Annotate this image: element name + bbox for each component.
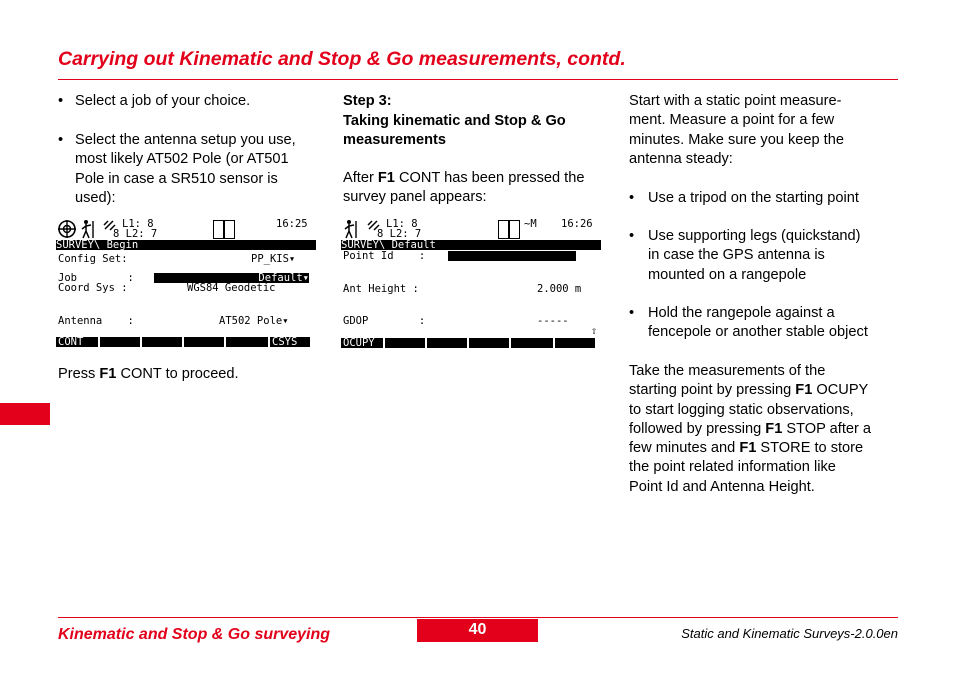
ant-height-value[interactable]: 2.000 m: [537, 283, 582, 295]
screen-title-bar: SURVEY\ Default: [341, 240, 601, 250]
page-title: Carrying out Kinematic and Stop & Go measurements, contd.: [58, 48, 626, 70]
f1-key: F1: [765, 420, 783, 437]
l2-satellite-count: 8 L2: 7: [377, 228, 422, 240]
bullet-dot: •: [629, 190, 635, 206]
bullet-tripod: [629, 189, 899, 209]
outro-line: Take the measurements of the: [629, 363, 826, 379]
outro-line: Point Id and Antenna Height.: [629, 478, 815, 495]
bullet-text: Select a job of your choice.: [75, 93, 251, 109]
step-heading-line1: Taking kinematic and Stop & Go: [343, 113, 566, 129]
bullet-line: Use a tripod on the starting point: [648, 190, 859, 206]
intro-line: ment. Measure a point for a few: [629, 112, 835, 129]
memory-icon: [509, 220, 520, 239]
softkey-f2[interactable]: [100, 337, 140, 347]
footer-doc-title: Static and Kinematic Surveys-2.0.0en: [681, 626, 898, 641]
clock-time: 16:25: [276, 218, 308, 230]
point-id-input[interactable]: [448, 251, 576, 261]
press-instruction: [58, 365, 239, 384]
outro-line: the point related information like: [629, 459, 836, 476]
bullet-rangepole: [629, 304, 899, 344]
antenna-value[interactable]: AT502 Pole▾: [219, 315, 289, 327]
outro-line: followed by pressing F1 STOP after a: [629, 420, 872, 437]
bullet-line: Hold the rangepole against a: [648, 305, 835, 321]
bullet-line: most likely AT502 Pole (or AT501: [75, 151, 289, 168]
softkey-f3[interactable]: [142, 337, 182, 347]
lcd-screen-survey: [341, 216, 603, 350]
screen-title-bar: SURVEY\ Begin: [56, 240, 316, 250]
memory-icon: [498, 220, 509, 239]
bullet-supporting-legs: [629, 227, 899, 287]
config-set-value[interactable]: PP_KIS▾: [251, 253, 296, 265]
press-prefix: Press: [58, 366, 100, 382]
bullet-select-job: [58, 92, 328, 112]
softkey-f3[interactable]: [427, 338, 467, 348]
bullet-line: used):: [75, 189, 116, 206]
f1-key: F1: [739, 440, 757, 457]
intro-line: minutes. Make sure you keep the: [629, 131, 844, 148]
outro-paragraph: [629, 362, 871, 497]
gdop-label: GDOP :: [343, 315, 426, 327]
after-rest: CONT has been pressed the: [394, 170, 585, 186]
memory-icon: [213, 220, 224, 239]
after-prefix: After: [343, 170, 378, 186]
ant-height-label: Ant Height :: [343, 283, 419, 295]
coord-sys-value[interactable]: WGS84 Geodetic: [187, 282, 276, 294]
bullet-dot: •: [58, 132, 64, 148]
bullet-line: fencepole or another stable object: [648, 324, 868, 341]
softkey-cont[interactable]: CONT: [56, 337, 98, 347]
clock-time: 16:26: [561, 218, 593, 230]
l1-satellite-count: L1: 8: [122, 218, 154, 230]
softkey-bar: [341, 338, 601, 348]
target-icon: [57, 219, 77, 239]
surveyor-icon: [343, 219, 361, 239]
softkey-f6[interactable]: [555, 338, 595, 348]
surveyor-icon: [80, 219, 98, 239]
softkey-bar: [56, 337, 316, 347]
bullet-dot: •: [629, 305, 635, 321]
softkey-f4[interactable]: [184, 337, 224, 347]
step-heading-line2: measurements: [343, 132, 447, 148]
job-value[interactable]: Default▾: [154, 273, 309, 283]
outro-line: few minutes and F1 STORE to store: [629, 440, 864, 457]
l1-satellite-count: L1: 8: [386, 218, 418, 230]
after-line1: [343, 169, 584, 188]
intro-line: antenna steady:: [629, 150, 733, 167]
softkey-ocupy[interactable]: OCUPY: [341, 338, 383, 348]
bullet-line: in case the GPS antenna is: [648, 247, 825, 264]
l2-satellite-count: 8 L2: 7: [113, 228, 158, 240]
coord-sys-label: Coord Sys :: [58, 282, 128, 294]
lcd-screen-begin: [56, 216, 318, 350]
mode-indicator: ~M: [524, 218, 537, 230]
point-id-label: Point Id :: [343, 250, 426, 262]
softkey-f4[interactable]: [469, 338, 509, 348]
footer-section-title: Kinematic and Stop & Go surveying: [58, 626, 331, 643]
softkey-f5[interactable]: [511, 338, 553, 348]
bullet-dot: •: [629, 228, 635, 244]
press-suffix: CONT to proceed.: [116, 366, 239, 382]
page-number: 40: [417, 619, 538, 642]
scroll-up-icon[interactable]: ⇧: [591, 325, 598, 337]
config-set-label: Config Set:: [58, 253, 128, 265]
softkey-csys[interactable]: CSYS: [270, 337, 310, 347]
side-tab-marker: [0, 403, 50, 425]
outro-line: to start logging static observations,: [629, 401, 854, 418]
footer-rule: [58, 617, 898, 618]
outro-line: starting point by pressing F1 OCUPY: [629, 382, 869, 399]
bullet-line: Select the antenna setup you use,: [75, 132, 296, 148]
after-line2: survey panel appears:: [343, 189, 487, 205]
bullet-dot: •: [58, 93, 64, 109]
intro-paragraph: [629, 92, 844, 169]
bullet-line: Pole in case a SR510 sensor is: [75, 170, 278, 187]
step-label: Step 3:: [343, 93, 392, 109]
intro-line: Start with a static point measure-: [629, 93, 842, 109]
bullet-line: Use supporting legs (quickstand): [648, 228, 861, 244]
f1-key: F1: [377, 170, 395, 186]
gdop-value: -----: [537, 315, 569, 327]
softkey-f2[interactable]: [385, 338, 425, 348]
memory-icon: [224, 220, 235, 239]
antenna-label: Antenna :: [58, 315, 134, 327]
header-rule: [58, 79, 898, 80]
f1-key: F1: [795, 382, 813, 399]
bullet-line: mounted on a rangepole: [648, 266, 807, 283]
f1-key: F1: [99, 366, 117, 382]
softkey-f5[interactable]: [226, 337, 268, 347]
job-label: Job :: [58, 272, 134, 284]
bullet-select-antenna: [58, 131, 328, 211]
